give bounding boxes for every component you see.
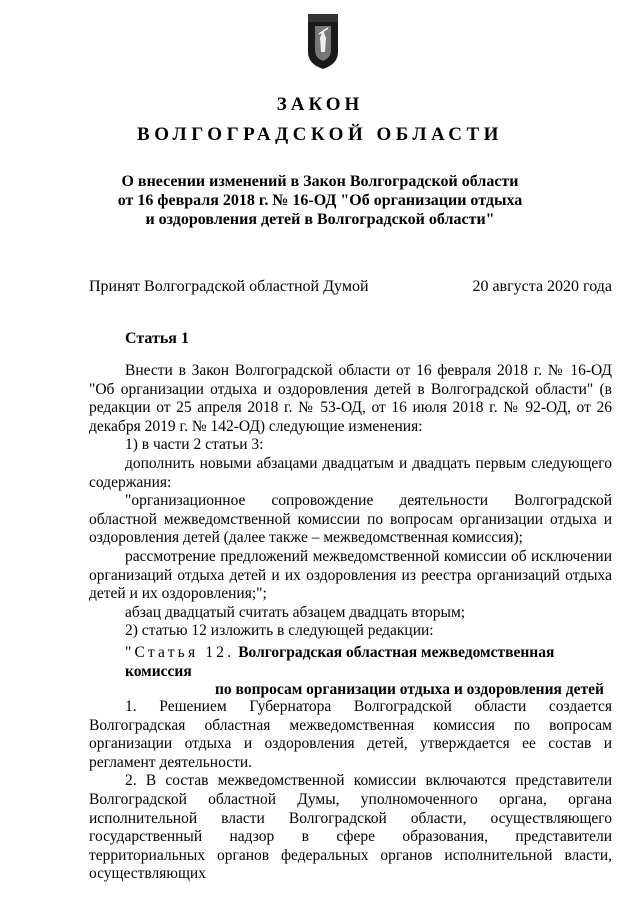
paragraph: 1. Решением Губернатора Волгоградской области создается Волгоградская областная межведомственная комиссия по вопросам организации отдыха и оздоровления детей, утверждается ее состав и регламент деятельности. xyxy=(89,698,612,771)
paragraph: Внести в Закон Волгоградской области от 16 февраля 2018 г. № 16-ОД "Об организации отдыха и оздоровления детей в Волгоградской области" (в редакции от 25 апреля 2018 г. № 53-ОД, от 16 июля 2018 г. № 92-ОД, от 26 декабря 2019 г. № 142-ОД) следующие изменения: xyxy=(89,362,612,435)
paragraph: 2) статью 12 изложить в следующей редакции: xyxy=(125,622,434,640)
law-region: ВОЛГОГРАДСКОЙ ОБЛАСТИ xyxy=(137,124,503,145)
paragraph: "организационное сопровождение деятельности Волгоградской областной межведомственной комиссии по вопросам организации отдыха и оздоровления детей (далее также – межведомственная комиссия); xyxy=(89,492,612,547)
article-12-title-line: по вопросам организации отдыха и оздоровления детей xyxy=(215,681,604,699)
paragraph: дополнить новыми абзацами двадцатым и двадцать первым следующего содержания: xyxy=(89,454,612,491)
article-12-label: "Статья 12. xyxy=(125,644,235,661)
article-12-title xyxy=(125,644,615,700)
article-12-title-line: Волгоградская областная межведомственная комиссия xyxy=(125,644,555,680)
heading-line: О внесении изменений в Закон Волгоградской области xyxy=(121,173,519,190)
heading-line: и оздоровления детей в Волгоградской области" xyxy=(145,211,495,228)
law-title: ЗАКОН xyxy=(276,94,364,115)
adopted-date: 20 августа 2020 года xyxy=(472,278,612,295)
paragraph: 1) в части 2 статьи 3: xyxy=(125,436,264,454)
paragraph: 2. В состав межведомственной комиссии включаются представители Волгоградской областной Думы, уполномоченного органа, органа исполнительной власти Волгоградской области, осуществляющего государственный надзор в сфере образования, представители территориальных органов федеральных органов исполнительной власти, осуществляющих xyxy=(89,772,612,883)
paragraph: абзац двадцатый считать абзацем двадцать вторым; xyxy=(125,603,466,621)
article-1-body xyxy=(89,362,612,641)
article-12-body xyxy=(89,698,612,884)
volgograd-coat-of-arms-icon xyxy=(303,12,343,72)
heading-line: от 16 февраля 2018 г. № 16-ОД "Об организации отдыха xyxy=(117,192,523,209)
law-heading xyxy=(80,172,560,229)
article-1-title: Статья 1 xyxy=(125,330,189,347)
adopted-by: Принят Волгоградской областной Думой xyxy=(89,278,369,295)
paragraph: рассмотрение предложений межведомственной комиссии об исключении организаций отдыха детей и их оздоровления из реестра организаций отдыха детей и их оздоровления;"; xyxy=(89,547,612,603)
